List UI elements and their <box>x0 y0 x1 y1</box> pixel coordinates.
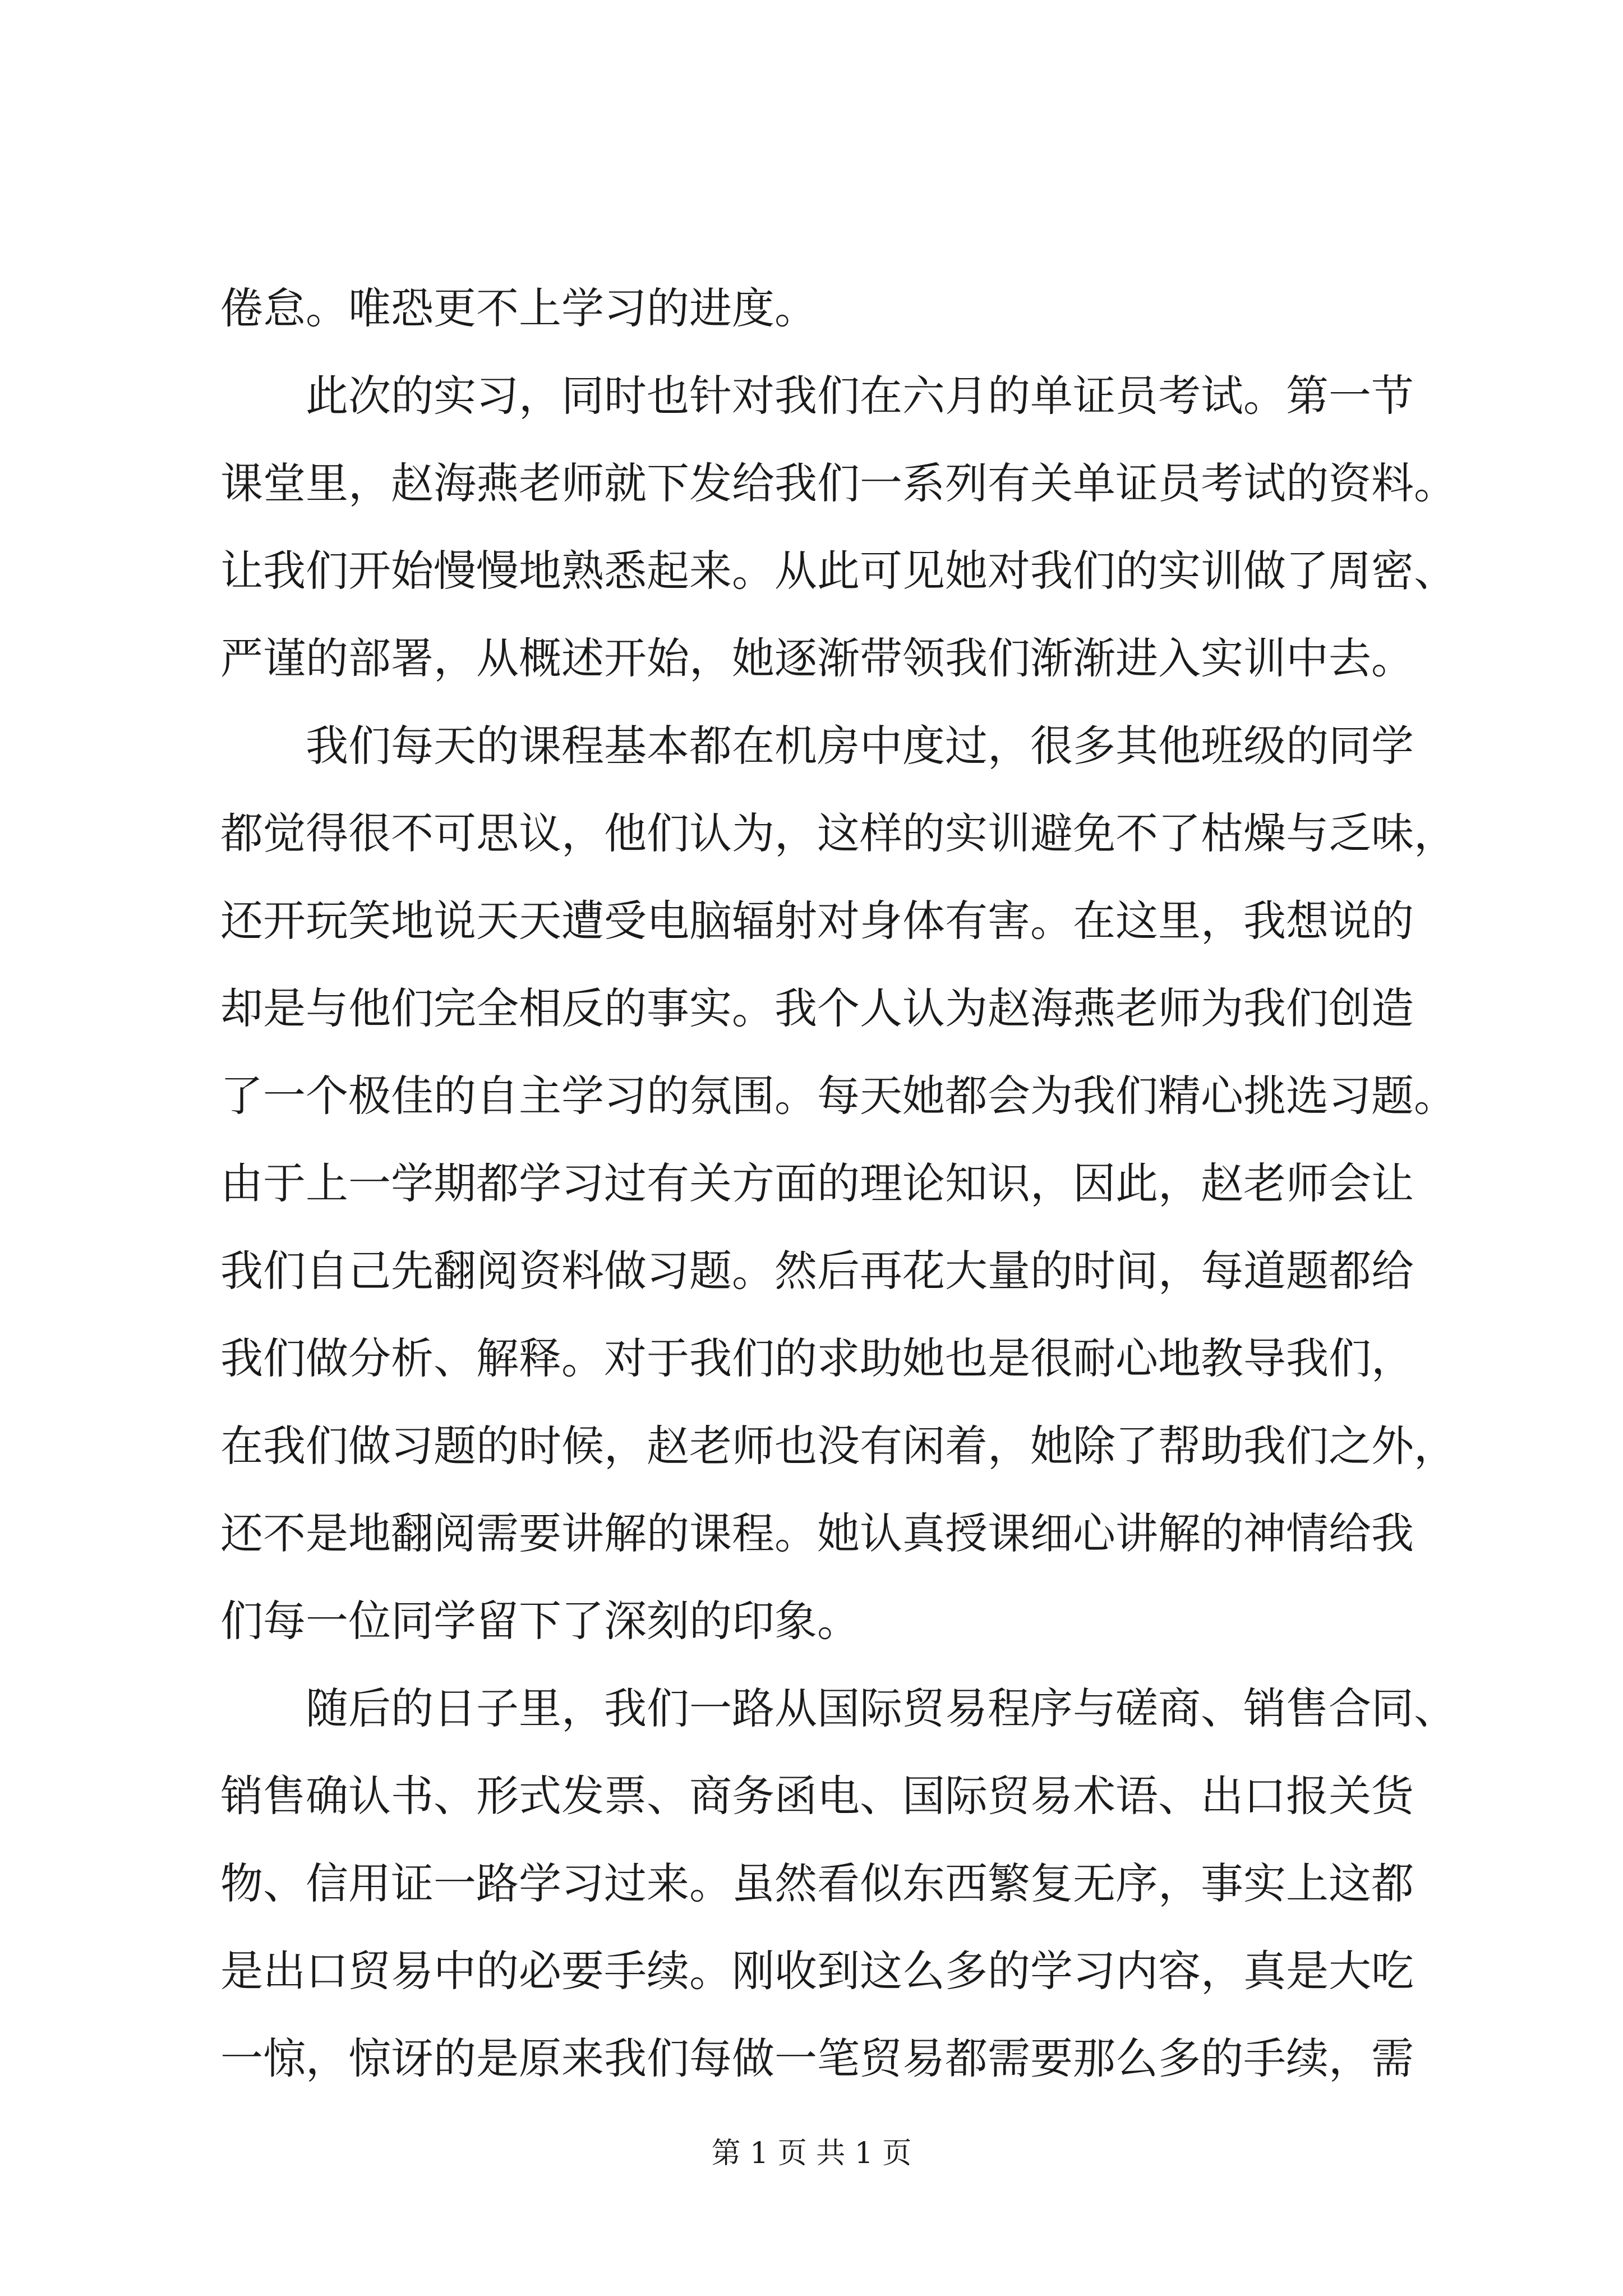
text-line: 我们做分析、解释。对于我们的求助她也是很耐心地教导我们， <box>220 1333 1414 1383</box>
text-line: 却是与他们完全相反的事实。我个人认为赵海燕老师为我们创造 <box>220 983 1414 1033</box>
text-line: 销售确认书、形式发票、商务函电、国际贸易术语、出口报关货 <box>220 1771 1414 1821</box>
text-line: 都觉得很不可思议，他们认为，这样的实训避免不了枯燥与乏味， <box>220 808 1456 858</box>
text-line: 让我们开始慢慢地熟悉起来。从此可见她对我们的实训做了周密、 <box>220 546 1456 596</box>
text-line: 倦怠。唯恐更不上学习的进度。 <box>220 283 817 333</box>
text-line: 一惊，惊讶的是原来我们每做一笔贸易都需要那么多的手续，需 <box>220 2033 1414 2083</box>
text-line: 随后的日子里，我们一路从国际贸易程序与磋商、销售合同、 <box>220 1683 1456 1733</box>
text-line: 还开玩笑地说天天遭受电脑辐射对身体有害。在这里，我想说的 <box>220 896 1414 946</box>
text-line: 在我们做习题的时候，赵老师也没有闲着，她除了帮助我们之外， <box>220 1421 1456 1471</box>
text-line: 课堂里，赵海燕老师就下发给我们一系列有关单证员考试的资料。 <box>220 458 1456 508</box>
text-line: 物、信用证一路学习过来。虽然看似东西繁复无序，事实上这都 <box>220 1858 1414 1908</box>
text-line: 们每一位同学留下了深刻的印象。 <box>220 1596 860 1646</box>
text-line: 是出口贸易中的必要手续。刚收到这么多的学习内容，真是大吃 <box>220 1946 1414 1996</box>
page-number-footer: 第 1 页 共 1 页 <box>711 2137 912 2170</box>
text-line: 还不是地翻阅需要讲解的课程。她认真授课细心讲解的神情给我 <box>220 1508 1414 1558</box>
text-line: 我们自己先翻阅资料做习题。然后再花大量的时间，每道题都给 <box>220 1246 1414 1296</box>
text-line: 严谨的部署，从概述开始，她逐渐带领我们渐渐进入实训中去。 <box>220 633 1414 683</box>
text-line: 由于上一学期都学习过有关方面的理论知识，因此，赵老师会让 <box>220 1158 1414 1208</box>
text-line: 我们每天的课程基本都在机房中度过，很多其他班级的同学 <box>220 721 1414 771</box>
text-line: 此次的实习，同时也针对我们在六月的单证员考试。第一节 <box>220 371 1414 421</box>
text-line: 了一个极佳的自主学习的氛围。每天她都会为我们精心挑选习题。 <box>220 1071 1456 1121</box>
